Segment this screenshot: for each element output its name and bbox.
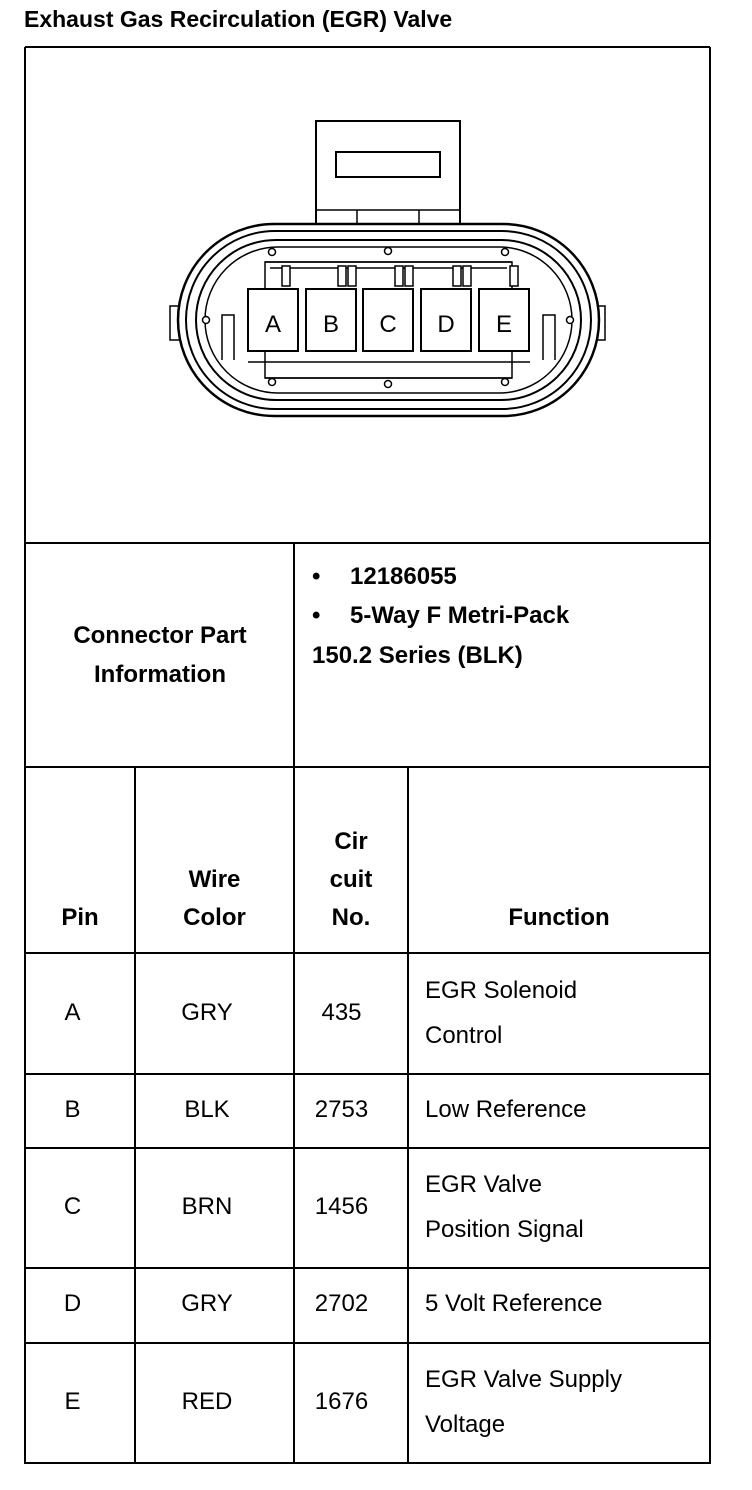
terminal-label-a: A: [264, 311, 282, 338]
connector-face-diagram: [0, 0, 752, 540]
bullet: •: [312, 602, 321, 629]
row-c-circuit: 1456: [314, 1193, 369, 1220]
row-d-pin: D: [63, 1290, 82, 1317]
row-a-color: GRY: [181, 999, 233, 1026]
latch-slot: [336, 152, 440, 177]
row-c-function-2: Position Signal: [425, 1216, 584, 1243]
header-circuit-2: cuit: [329, 866, 373, 893]
bullet: •: [312, 563, 321, 590]
part-description-2: 150.2 Series (BLK): [312, 642, 523, 669]
part-description-1: 5-Way F Metri-Pack: [350, 602, 570, 629]
row-e-pin: E: [64, 1388, 81, 1415]
row-d-circuit: 2702: [314, 1290, 369, 1317]
terminal-label-b: B: [322, 311, 340, 338]
row-b-color: BLK: [184, 1096, 230, 1123]
header-pin: Pin: [61, 904, 99, 931]
info-label-line1: Connector Part: [73, 622, 247, 649]
terminal-label-c: C: [379, 311, 397, 338]
row-a-pin: A: [64, 999, 81, 1026]
header-circuit-3: No.: [331, 904, 371, 931]
row-c-color: BRN: [181, 1193, 233, 1220]
header-wire-color-1: Wire: [188, 866, 241, 893]
row-a-function-2: Control: [425, 1022, 503, 1049]
row-c-pin: C: [63, 1193, 82, 1220]
part-number-line: [312, 563, 457, 591]
info-label-line2: Information: [94, 661, 226, 688]
row-d-function-1: 5 Volt Reference: [425, 1290, 603, 1317]
row-d-color: GRY: [181, 1290, 233, 1317]
header-function: Function: [508, 904, 610, 931]
row-b-pin: B: [64, 1096, 81, 1123]
header-circuit-1: Cir: [334, 828, 368, 855]
row-b-function-1: Low Reference: [425, 1096, 587, 1123]
page-title: Exhaust Gas Recirculation (EGR) Valve: [24, 6, 453, 32]
row-e-color: RED: [181, 1388, 233, 1415]
row-c-function-1: EGR Valve: [425, 1171, 542, 1198]
row-b-circuit: 2753: [314, 1096, 369, 1123]
row-e-function-1: EGR Valve Supply: [425, 1366, 622, 1393]
row-e-function-2: Voltage: [425, 1411, 506, 1438]
header-wire-color-2: Color: [183, 904, 246, 931]
row-e-circuit: 1676: [314, 1388, 369, 1415]
row-a-circuit: 435: [321, 999, 362, 1026]
connector-part-info-label: [26, 616, 294, 694]
row-a-function-1: EGR Solenoid: [425, 977, 578, 1004]
part-number: 12186055: [350, 563, 457, 590]
part-description-line: [312, 602, 569, 630]
terminal-label-d: D: [437, 311, 455, 338]
terminal-label-e: E: [495, 311, 513, 338]
